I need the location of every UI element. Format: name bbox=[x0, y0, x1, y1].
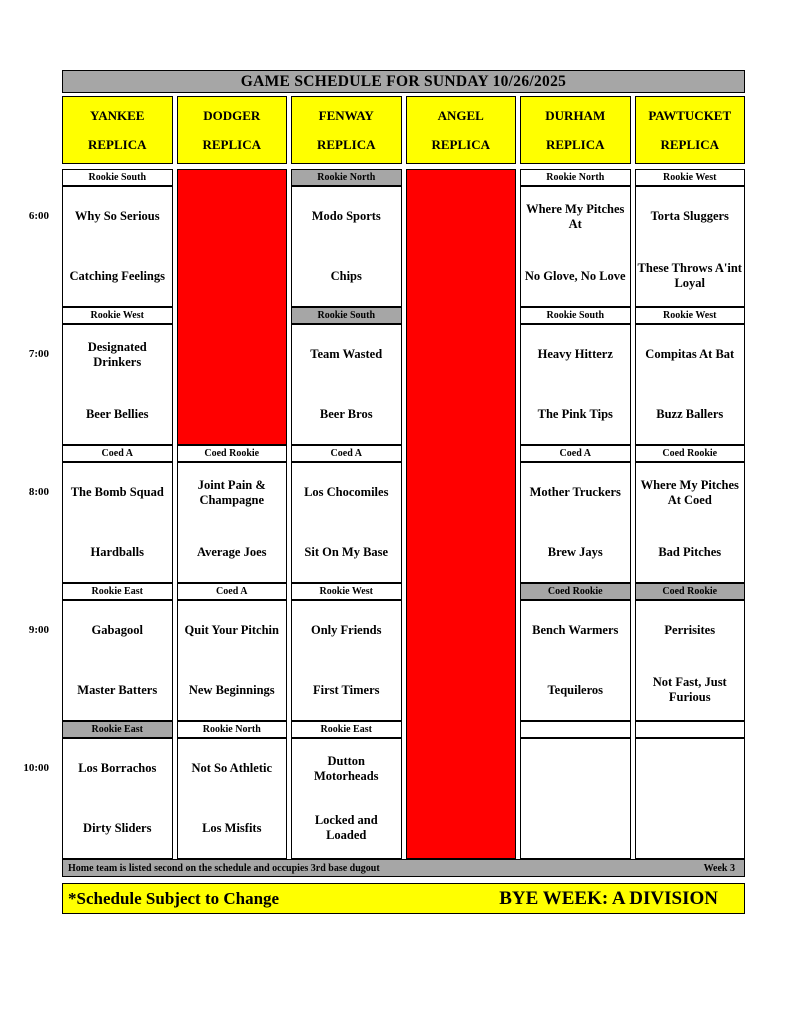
matchup-cell bbox=[635, 186, 746, 307]
home-team: Beer Bros bbox=[319, 406, 373, 421]
home-team: Dirty Sliders bbox=[83, 820, 152, 835]
home-team: Locked and Loaded bbox=[314, 813, 378, 843]
division-label: Coed A bbox=[520, 445, 631, 462]
empty-matchup-cell bbox=[635, 738, 746, 859]
division-label: Rookie North bbox=[520, 169, 631, 186]
away-team: Mother Truckers bbox=[529, 485, 621, 500]
division-label: Rookie West bbox=[291, 583, 402, 600]
empty-division-cell bbox=[520, 721, 631, 738]
matchup-cell bbox=[291, 738, 402, 859]
home-team: Hardballs bbox=[90, 544, 144, 559]
field-subname: REPLICA bbox=[316, 136, 376, 152]
column-header-durham bbox=[520, 96, 631, 164]
home-team: The Pink Tips bbox=[537, 406, 613, 421]
away-team: Dutton Motorheads bbox=[313, 753, 379, 783]
division-label: Rookie East bbox=[62, 721, 173, 738]
matchup-cell bbox=[520, 462, 631, 583]
field-name: YANKEE bbox=[90, 107, 145, 123]
bye-cell bbox=[177, 169, 288, 445]
matchup-cell bbox=[291, 462, 402, 583]
division-label: Coed Rookie bbox=[635, 445, 746, 462]
matchup-cell bbox=[62, 324, 173, 445]
matchup-cell bbox=[291, 600, 402, 721]
matchup-cell bbox=[635, 462, 746, 583]
page-title: GAME SCHEDULE FOR SUNDAY 10/26/2025 bbox=[62, 70, 745, 93]
home-team: Beer Bellies bbox=[85, 406, 149, 421]
away-team: Only Friends bbox=[311, 623, 382, 638]
week-label: Week 3 bbox=[703, 862, 735, 874]
home-team: Tequileros bbox=[547, 682, 604, 697]
footer-bar bbox=[62, 883, 745, 914]
bye-week-note: BYE WEEK: A DIVISION bbox=[499, 887, 718, 909]
away-team: Designated Drinkers bbox=[87, 339, 147, 369]
division-label: Rookie West bbox=[635, 169, 746, 186]
division-label: Coed Rookie bbox=[177, 445, 288, 462]
division-label: Rookie South bbox=[520, 307, 631, 324]
away-team: Where My Pitches At Coed bbox=[640, 477, 739, 507]
away-team: Quit Your Pitchin bbox=[184, 623, 279, 638]
time-label: 8:00 bbox=[28, 486, 49, 498]
home-team: Catching Feelings bbox=[69, 268, 165, 283]
away-team: The Bomb Squad bbox=[70, 485, 164, 500]
empty-division-cell bbox=[635, 721, 746, 738]
home-team: Average Joes bbox=[196, 544, 267, 559]
home-team: Sit On My Base bbox=[304, 544, 389, 559]
field-subname: REPLICA bbox=[202, 136, 261, 152]
home-team: Brew Jays bbox=[547, 544, 603, 559]
division-label: Rookie South bbox=[291, 307, 402, 324]
home-team: First Timers bbox=[312, 682, 380, 697]
division-label: Coed Rookie bbox=[520, 583, 631, 600]
time-label: 7:00 bbox=[28, 348, 49, 360]
division-label: Rookie West bbox=[62, 307, 173, 324]
matchup-cell bbox=[177, 738, 288, 859]
schedule-grid bbox=[62, 169, 745, 877]
schedule-body bbox=[0, 169, 791, 877]
time-label: 10:00 bbox=[23, 762, 49, 774]
matchup-cell bbox=[635, 600, 746, 721]
field-name: ANGEL bbox=[437, 107, 484, 123]
time-gutter bbox=[0, 169, 62, 877]
division-label: Rookie North bbox=[177, 721, 288, 738]
field-subname: REPLICA bbox=[431, 136, 490, 152]
matchup-cell bbox=[62, 186, 173, 307]
away-team bbox=[521, 739, 630, 799]
bye-cell bbox=[406, 169, 517, 859]
division-label: Coed A bbox=[177, 583, 288, 600]
home-team bbox=[636, 799, 745, 859]
matchup-cell bbox=[520, 600, 631, 721]
column-header-angel bbox=[406, 96, 517, 164]
away-team: Heavy Hitterz bbox=[537, 347, 613, 362]
field-name: DODGER bbox=[203, 107, 261, 123]
away-team: Modo Sports bbox=[311, 209, 381, 224]
away-team: Los Borrachos bbox=[78, 761, 157, 776]
away-team: Bench Warmers bbox=[532, 623, 619, 638]
home-team: Buzz Ballers bbox=[656, 406, 724, 421]
column-header-fenway bbox=[291, 96, 402, 164]
field-subname: REPLICA bbox=[87, 136, 147, 152]
home-team: These Throws A'int Loyal bbox=[637, 261, 742, 291]
time-label: 9:00 bbox=[28, 624, 49, 636]
matchup-cell bbox=[62, 738, 173, 859]
home-team-note: Home team is listed second on the schedule and occupies 3rd base dugout bbox=[68, 862, 380, 874]
home-team: Bad Pitches bbox=[658, 544, 722, 559]
column-header-dodger bbox=[177, 96, 288, 164]
division-label: Coed Rookie bbox=[635, 583, 746, 600]
home-team: Los Misfits bbox=[202, 820, 262, 835]
away-team: Gabagool bbox=[91, 623, 143, 638]
matchup-cell bbox=[62, 462, 173, 583]
home-team: Not Fast, Just Furious bbox=[652, 675, 727, 705]
matchup-cell bbox=[291, 186, 402, 307]
matchup-cell bbox=[62, 600, 173, 721]
field-subname: REPLICA bbox=[660, 136, 719, 152]
note-bar bbox=[62, 859, 745, 877]
away-team: Los Chocomiles bbox=[304, 485, 389, 500]
matchup-cell bbox=[177, 462, 288, 583]
field-name: DURHAM bbox=[545, 107, 606, 123]
away-team: Perrisites bbox=[664, 623, 716, 638]
away-team: Why So Serious bbox=[74, 209, 160, 224]
field-name: PAWTUCKET bbox=[648, 107, 732, 123]
empty-matchup-cell bbox=[520, 738, 631, 859]
away-team: Compitas At Bat bbox=[645, 347, 735, 362]
division-label: Coed A bbox=[291, 445, 402, 462]
away-team: Where My Pitches At bbox=[526, 201, 625, 231]
away-team bbox=[636, 739, 745, 799]
column-header-pawtucket bbox=[635, 96, 746, 164]
away-team: Joint Pain & Champagne bbox=[197, 477, 266, 507]
field-subname: REPLICA bbox=[545, 136, 605, 152]
home-team bbox=[521, 799, 630, 859]
home-team: Chips bbox=[330, 268, 362, 283]
matchup-cell bbox=[520, 186, 631, 307]
field-name: FENWAY bbox=[318, 107, 374, 123]
division-label: Rookie South bbox=[62, 169, 173, 186]
home-team: Master Batters bbox=[77, 682, 158, 697]
schedule-change-note: *Schedule Subject to Change bbox=[68, 888, 280, 908]
division-label: Rookie North bbox=[291, 169, 402, 186]
field-header-row bbox=[62, 96, 745, 164]
division-label: Rookie West bbox=[635, 307, 746, 324]
column-header-yankee bbox=[62, 96, 173, 164]
away-team: Torta Sluggers bbox=[650, 209, 729, 224]
away-team: Team Wasted bbox=[310, 347, 383, 362]
home-team: No Glove, No Love bbox=[524, 268, 626, 283]
division-label: Rookie East bbox=[62, 583, 173, 600]
time-label: 6:00 bbox=[28, 210, 49, 222]
matchup-cell bbox=[520, 324, 631, 445]
division-label: Coed A bbox=[62, 445, 173, 462]
matchup-cell bbox=[177, 600, 288, 721]
away-team: Not So Athletic bbox=[191, 761, 273, 776]
matchup-cell bbox=[291, 324, 402, 445]
home-team: New Beginnings bbox=[188, 682, 275, 697]
matchup-cell bbox=[635, 324, 746, 445]
division-label: Rookie East bbox=[291, 721, 402, 738]
